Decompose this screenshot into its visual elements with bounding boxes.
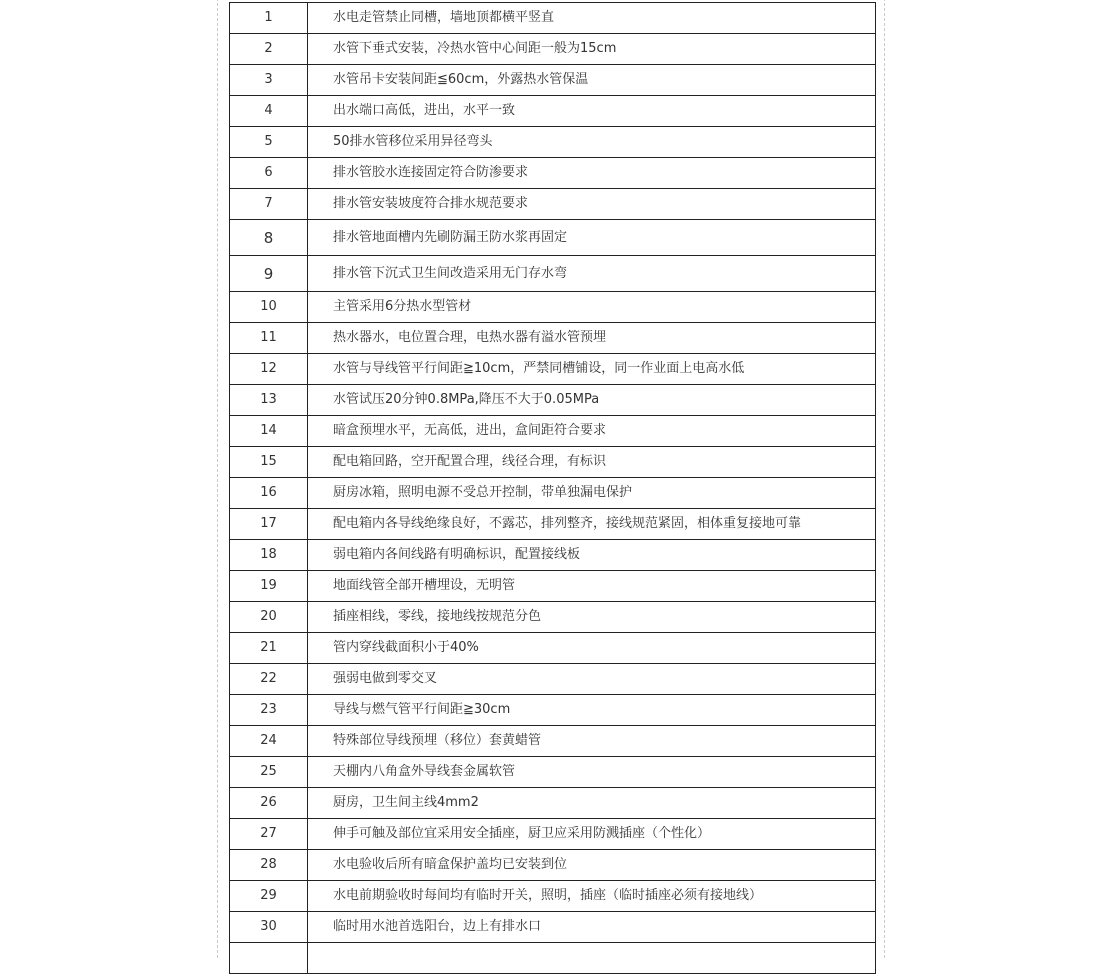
table-row bbox=[230, 881, 876, 912]
table-row bbox=[230, 695, 876, 726]
row-description: 排水管安装坡度符合排水规范要求 bbox=[308, 189, 876, 220]
row-description: 主管采用6分热水型管材 bbox=[308, 292, 876, 323]
table-row bbox=[230, 3, 876, 34]
row-description: 水管与导线管平行间距≧10cm，严禁同槽铺设，同一作业面上电高水低 bbox=[308, 354, 876, 385]
row-number: 25 bbox=[230, 757, 308, 788]
table-row bbox=[230, 34, 876, 65]
row-description: 水管下垂式安装，冷热水管中心间距一般为15cm bbox=[308, 34, 876, 65]
row-number: 19 bbox=[230, 571, 308, 602]
row-description: 排水管地面槽内先刷防漏王防水浆再固定 bbox=[308, 220, 876, 256]
row-number: 30 bbox=[230, 912, 308, 943]
table-row bbox=[230, 385, 876, 416]
row-number: 6 bbox=[230, 158, 308, 189]
row-description: 出水端口高低，进出，水平一致 bbox=[308, 96, 876, 127]
article-container bbox=[217, 0, 885, 958]
row-number: 28 bbox=[230, 850, 308, 881]
table-row bbox=[230, 850, 876, 881]
row-description: 伸手可触及部位宜采用安全插座，厨卫应采用防溅插座（个性化） bbox=[308, 819, 876, 850]
row-number bbox=[230, 943, 308, 974]
table-row bbox=[230, 788, 876, 819]
table-row bbox=[230, 602, 876, 633]
checklist-table bbox=[229, 2, 876, 974]
table-row bbox=[230, 158, 876, 189]
row-number: 8 bbox=[230, 220, 308, 256]
row-description: 配电箱内各导线绝缘良好，不露芯，排列整齐，接线规范紧固，相体重复接地可靠 bbox=[308, 509, 876, 540]
row-description: 特殊部位导线预埋（移位）套黄蜡管 bbox=[308, 726, 876, 757]
row-description: 临时用水池首选阳台，边上有排水口 bbox=[308, 912, 876, 943]
row-description bbox=[308, 943, 876, 974]
row-description: 水电验收后所有暗盒保护盖均已安装到位 bbox=[308, 850, 876, 881]
row-number: 5 bbox=[230, 127, 308, 158]
row-description: 排水管胶水连接固定符合防渗要求 bbox=[308, 158, 876, 189]
row-number: 22 bbox=[230, 664, 308, 695]
row-description: 热水器水，电位置合理，电热水器有溢水管预埋 bbox=[308, 323, 876, 354]
table-row bbox=[230, 65, 876, 96]
table-row bbox=[230, 416, 876, 447]
row-number: 24 bbox=[230, 726, 308, 757]
row-number: 16 bbox=[230, 478, 308, 509]
row-number: 14 bbox=[230, 416, 308, 447]
row-number: 15 bbox=[230, 447, 308, 478]
row-number: 29 bbox=[230, 881, 308, 912]
row-number: 7 bbox=[230, 189, 308, 220]
table-row bbox=[230, 509, 876, 540]
table-row bbox=[230, 943, 876, 974]
table-row bbox=[230, 447, 876, 478]
table-row bbox=[230, 664, 876, 695]
row-number: 13 bbox=[230, 385, 308, 416]
table-row bbox=[230, 633, 876, 664]
row-description: 强弱电做到零交叉 bbox=[308, 664, 876, 695]
row-number: 9 bbox=[230, 256, 308, 292]
table-row bbox=[230, 189, 876, 220]
row-number: 21 bbox=[230, 633, 308, 664]
row-description: 暗盒预埋水平，无高低，进出，盒间距符合要求 bbox=[308, 416, 876, 447]
row-description: 弱电箱内各间线路有明确标识，配置接线板 bbox=[308, 540, 876, 571]
row-number: 1 bbox=[230, 3, 308, 34]
row-number: 2 bbox=[230, 34, 308, 65]
table-row bbox=[230, 96, 876, 127]
row-number: 26 bbox=[230, 788, 308, 819]
table-row bbox=[230, 292, 876, 323]
row-description: 排水管下沉式卫生间改造采用无门存水弯 bbox=[308, 256, 876, 292]
row-description: 配电箱回路，空开配置合理，线径合理，有标识 bbox=[308, 447, 876, 478]
row-description: 导线与燃气管平行间距≧30cm bbox=[308, 695, 876, 726]
row-description: 地面线管全部开槽埋设，无明管 bbox=[308, 571, 876, 602]
row-number: 3 bbox=[230, 65, 308, 96]
table-row bbox=[230, 256, 876, 292]
table-row bbox=[230, 220, 876, 256]
row-description: 水管吊卡安装间距≦60cm，外露热水管保温 bbox=[308, 65, 876, 96]
row-number: 10 bbox=[230, 292, 308, 323]
table-row bbox=[230, 912, 876, 943]
table-row bbox=[230, 819, 876, 850]
table-row bbox=[230, 127, 876, 158]
row-description: 管内穿线截面积小于40% bbox=[308, 633, 876, 664]
table-row bbox=[230, 354, 876, 385]
row-number: 20 bbox=[230, 602, 308, 633]
table-row bbox=[230, 540, 876, 571]
row-number: 27 bbox=[230, 819, 308, 850]
table-row bbox=[230, 323, 876, 354]
row-number: 17 bbox=[230, 509, 308, 540]
row-description: 水管试压20分钟0.8MPa,降压不大于0.05MPa bbox=[308, 385, 876, 416]
row-description: 天棚内八角盒外导线套金属软管 bbox=[308, 757, 876, 788]
table-row bbox=[230, 478, 876, 509]
row-description: 水电前期验收时每间均有临时开关，照明，插座（临时插座必须有接地线） bbox=[308, 881, 876, 912]
row-description: 插座相线，零线，接地线按规范分色 bbox=[308, 602, 876, 633]
row-description: 50排水管移位采用异径弯头 bbox=[308, 127, 876, 158]
row-number: 4 bbox=[230, 96, 308, 127]
row-description: 厨房，卫生间主线4mm2 bbox=[308, 788, 876, 819]
row-number: 18 bbox=[230, 540, 308, 571]
row-number: 12 bbox=[230, 354, 308, 385]
table-row bbox=[230, 757, 876, 788]
table-row bbox=[230, 571, 876, 602]
checklist-body bbox=[230, 3, 876, 974]
table-row bbox=[230, 726, 876, 757]
row-number: 11 bbox=[230, 323, 308, 354]
row-number: 23 bbox=[230, 695, 308, 726]
row-description: 水电走管禁止同槽，墙地顶都横平竖直 bbox=[308, 3, 876, 34]
row-description: 厨房冰箱，照明电源不受总开控制，带单独漏电保护 bbox=[308, 478, 876, 509]
